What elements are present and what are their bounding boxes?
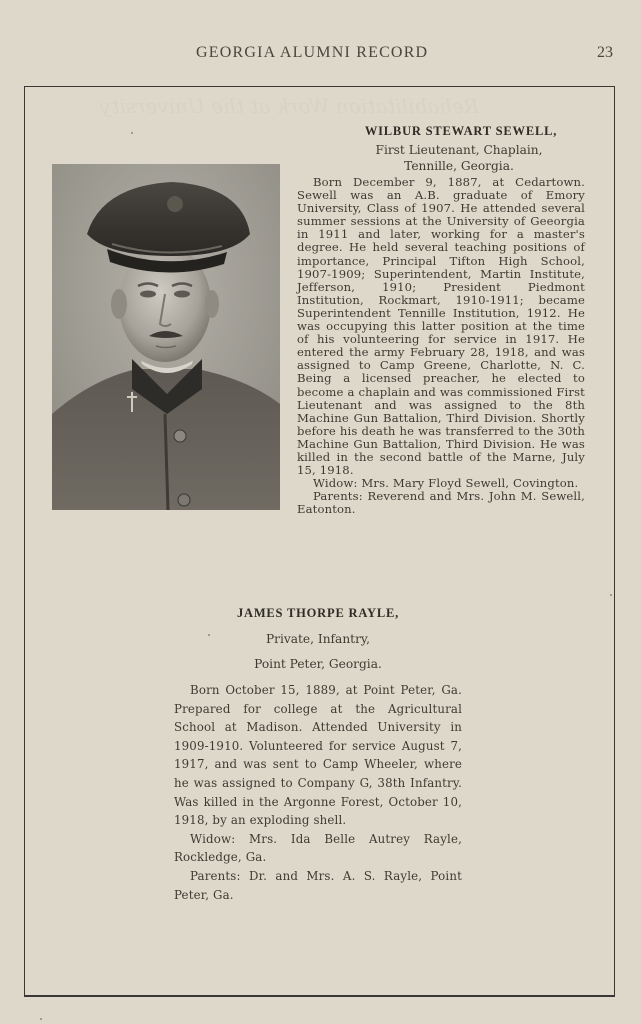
bottom-rule (24, 995, 615, 997)
running-header (0, 44, 641, 66)
paper-speck (610, 594, 612, 596)
entry-rank: First Lieutenant, Chaplain, (375, 143, 543, 157)
right-ear (205, 290, 219, 318)
coat-button (174, 430, 186, 442)
paper-speck (40, 1018, 42, 1020)
entry-name: WILBUR STEWART SEWELL, (364, 124, 558, 138)
entry-name: JAMES THORPE RAYLE, (236, 606, 400, 620)
entry-biography: Born December 9, 1887, at Cedartown. Sewell was an A.B. graduate of Emory University, Class of 1907. He attended several summer sessions at the University of Geeorgia in 1911 and later, working for a master's degree. He held several teaching positions of importance, Principal Tifton High School, 1907-1909; Superintendent, Martin Institute, Jefferson, 1910; President Piedmont Institution, Rockmart, 1910-1911; became Superintendent Tennille Institution, 1912. He was occupying this latter position at the time of his volunteering for service in 1917. He entered the army February 28, 1918, and was assigned to Camp Greene, Charlotte, N. C. Being a licensed preacher, he elected to become a chaplain and was commissioned First Lieutenant and was assigned to the 8th Machine Gun Battalion, Third Division. Shortly before his death he was transferred to the 30th Machine Gun Battalion, Third Division. He was killed in the second battle of the Marne, July 15, 1918. (297, 175, 585, 478)
entry-parents: Parents: Dr. and Mrs. A. S. Rayle, Point Peter, Ga. (174, 868, 462, 902)
memorial-entry-sewell (297, 124, 585, 516)
entry-widow: Widow: Mrs. Mary Floyd Sewell, Covington. (313, 476, 579, 491)
paper-speck (131, 132, 133, 134)
entry-hometown: Point Peter, Georgia. (254, 657, 382, 671)
memorial-entry-rayle (174, 606, 462, 904)
entry-widow: Widow: Mrs. Ida Belle Autrey Rayle, Rockledge, Ga. (174, 831, 462, 865)
coat-button (178, 494, 190, 506)
entry-hometown: Tennille, Georgia. (404, 159, 514, 173)
right-eye (174, 291, 190, 298)
entry-rank: Private, Infantry, (265, 632, 371, 646)
left-ear (111, 289, 127, 319)
portrait-photo (52, 164, 280, 510)
paper-speck (208, 634, 210, 636)
left-eye (140, 291, 156, 298)
entry-biography: Born October 15, 1889, at Point Peter, Ga. Prepared for college at the Agricultural School at Madison. Attended University in 1909-1910. Volunteered for service August 7, 1917, and was sent to Camp Wheeler, where he was assigned to Company G, 38th Infantry. Was killed in the Argonne Forest, October 10, 1918, by an exploding shell. (174, 683, 462, 828)
entry-parents: Parents: Reverend and Mrs. John M. Sewell, Eatonton. (297, 489, 585, 517)
publication-title: GEORGIA ALUMNI RECORD (196, 44, 429, 61)
show-through-text: Rehabilitation Work at the University (100, 94, 479, 118)
cap-insignia (167, 196, 183, 212)
page-number: 23 (597, 44, 613, 61)
